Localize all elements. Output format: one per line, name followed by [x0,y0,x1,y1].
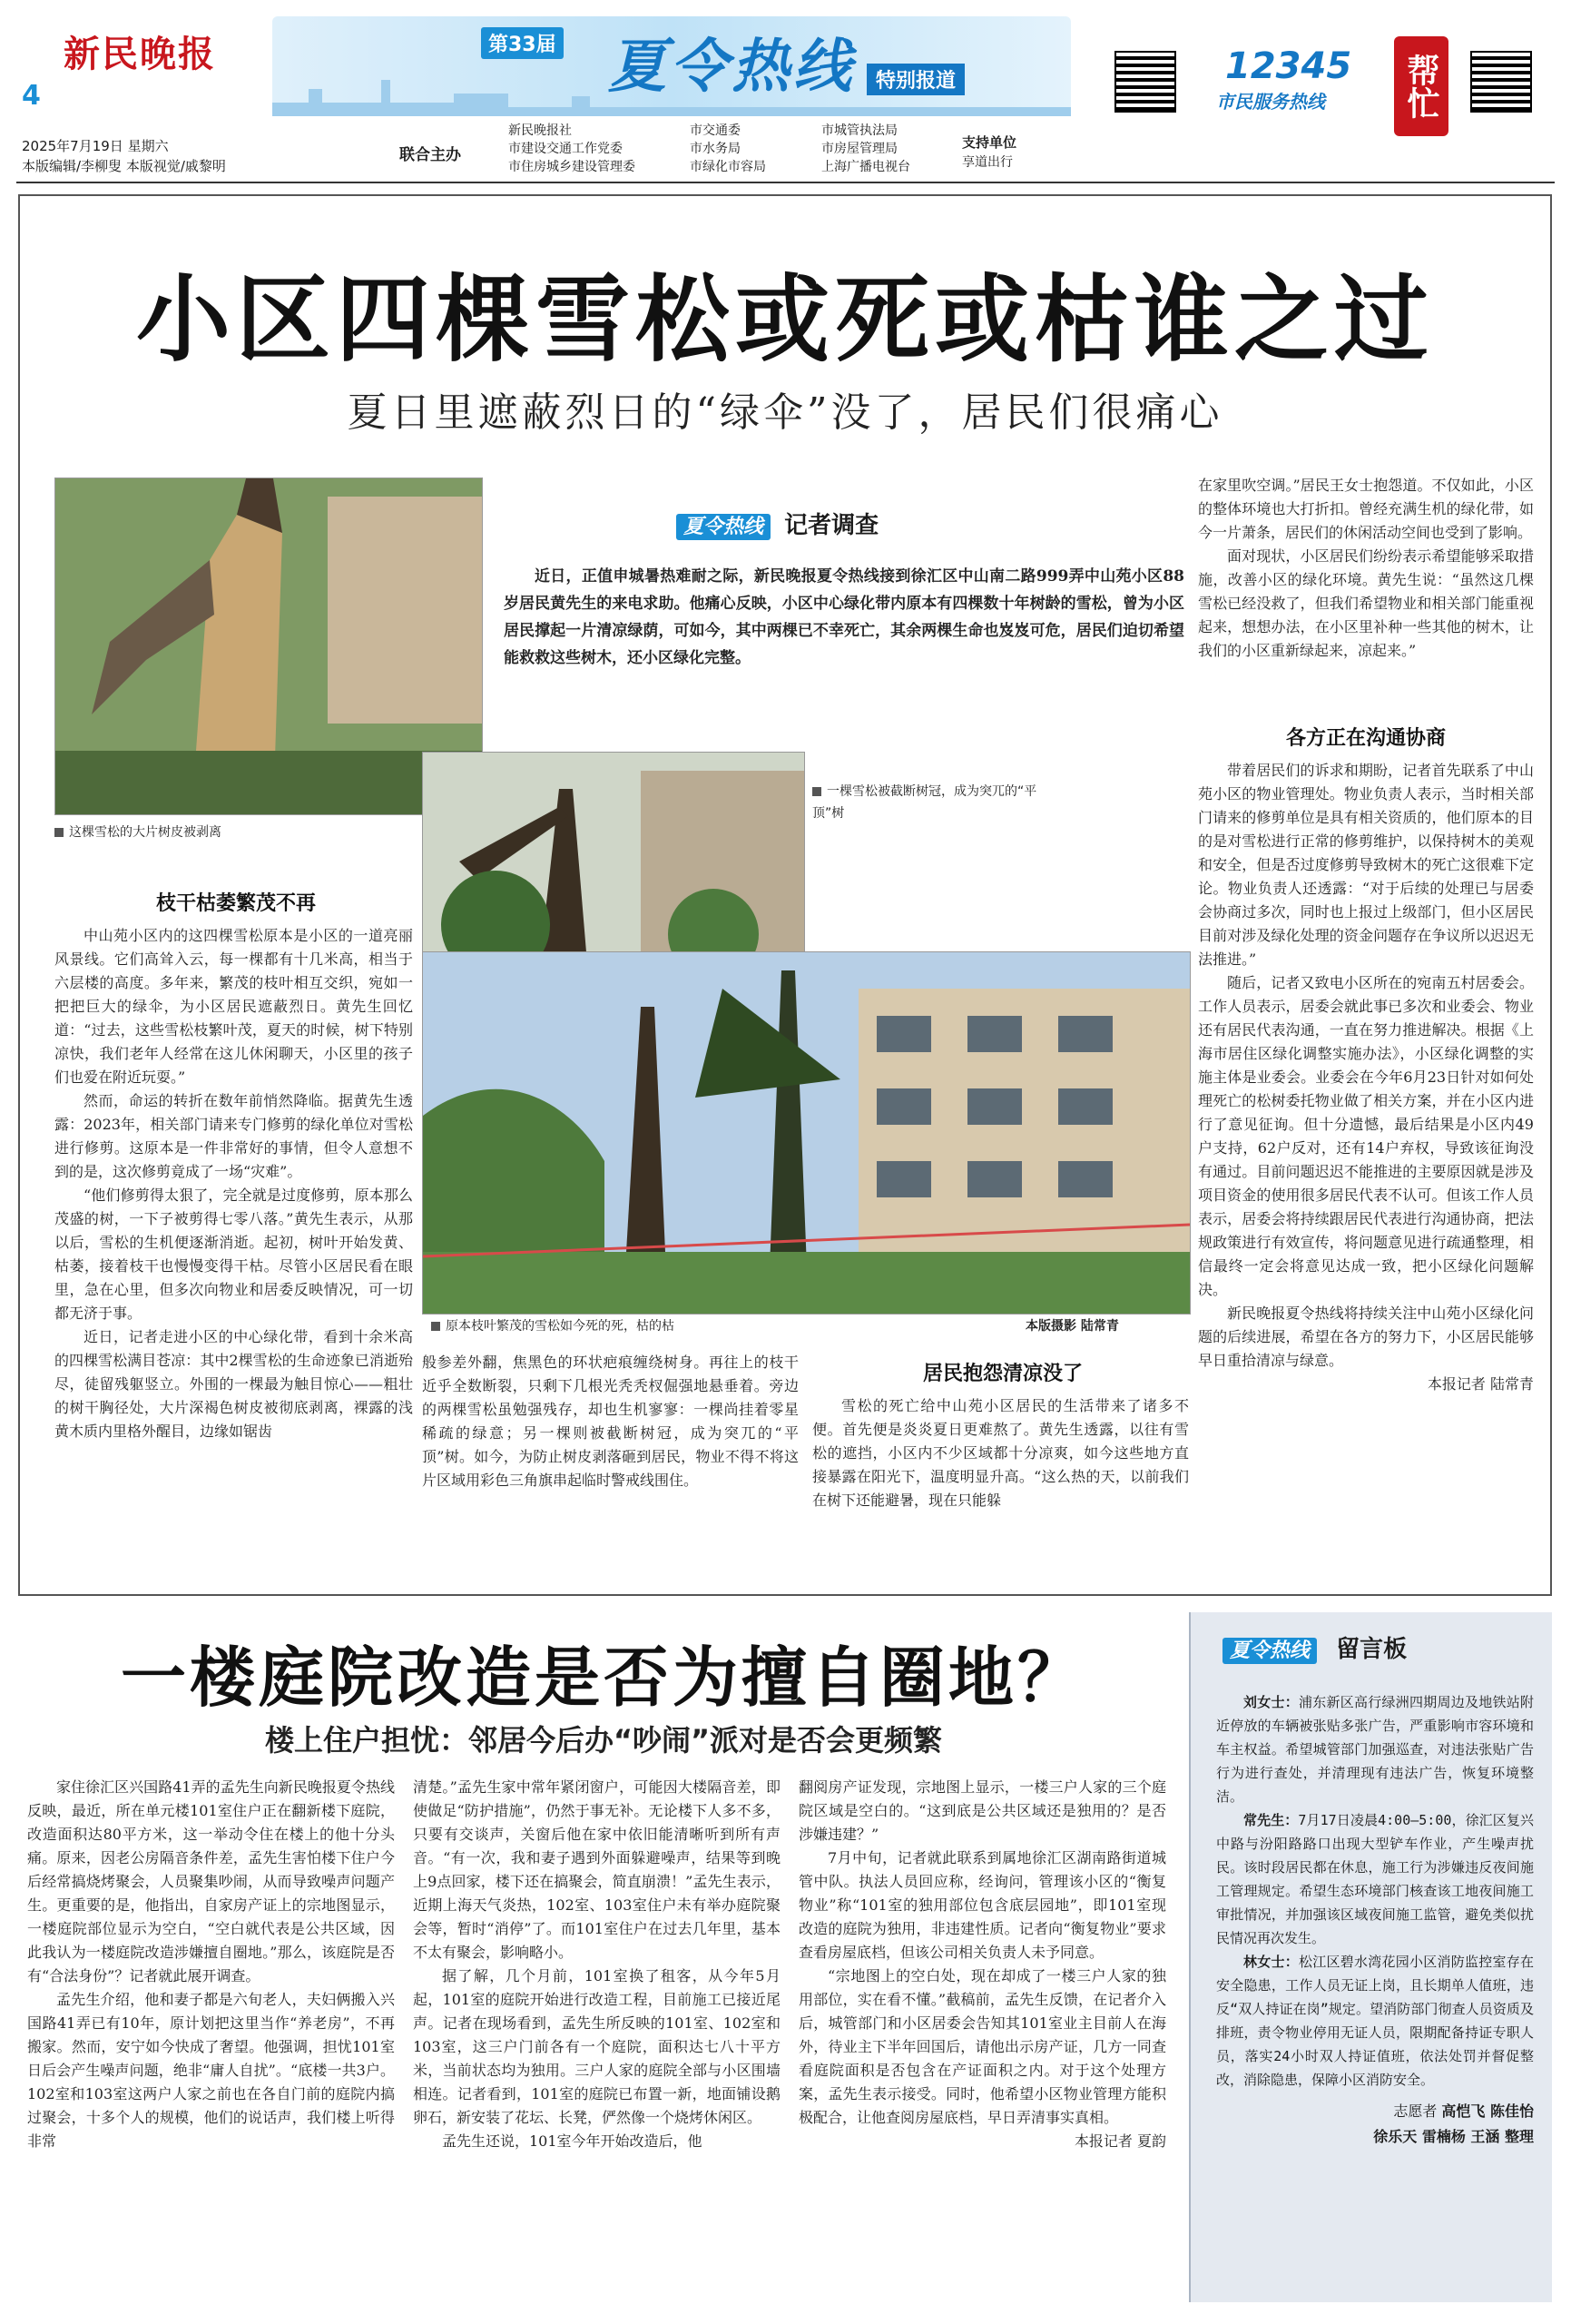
message-author: 刘女士： [1243,1694,1299,1710]
series-banner [272,16,1071,116]
issue-date: 2025年7月19日 星期六 [22,138,169,154]
paragraph: “他们修剪得太狠了，完全就是过度修剪，原本那么茂盛的树，一下子被剪得七零八落。”黄先生表示，从那以后，雪松的生机便逐渐消逝。起初，树叶开始发黄、枯萎，接着枝干也慢慢变得干枯。尽管小区居民看在眼里，急在心里，但多次向物业和居委反映情况，可一切都无济于事。 [54,1187,413,1322]
organizer: 市住房城乡建设管理委 [508,160,635,174]
message-entry [1216,1808,1534,1950]
bang-mang-seal: 帮忙 [1394,36,1448,136]
section3-title: 各方正在沟通协商 [1285,727,1446,750]
message-board-box [1189,1612,1552,2302]
investigation-label: 记者调查 [784,512,879,539]
article1-lead [504,563,1184,672]
article2-column-3 [799,1776,1166,2153]
paragraph: “宗地图上的空白处，现在却成了一楼三户人家的独用部位，实在看不懂。”截稿前，孟先生反馈，在记者介入后，城管部门和小区居委会告知其101室业主目前人在海外，待业主下半年回国后，请他出示房产证，几方一同查看庭院面积是否包含在产证面积之内。对于这个处理方案，孟先生表示接受。同时，他希望小区物业管理方能积极配合，让他查阅房屋底档，早日弄清事实真相。 [799,1967,1166,2126]
hotline-block [1207,45,1389,118]
message-board-entries [1216,1690,1534,2150]
message-text: 7月17日凌晨4:00—5:00，徐汇区复兴中路与汾阳路路口出现大型铲车作业，产生噪声扰民。该时段居民都在休息，施工行为涉嫌违反夜间施工管理规定。希望生态环境部门核查该工地夜间施工审批情况，并加强该区域夜间施工监管，避免类似扰民情况再次发生。 [1216,1812,1534,1946]
photo-flat-top-tree [422,752,805,953]
paragraph: 然而，命运的转折在数年前悄然降临。据黄先生透露：2023年，相关部门请来专门修剪的绿化单位对雪松进行修剪。这原本是一件非常好的事情，但令人意想不到的是，这次修剪竟成了一场“灾难”。 [54,1092,413,1180]
paragraph: 新民晚报夏令热线将持续关注中山苑小区绿化问题的后续进展，希望在各方的努力下，小区居民能够早日重拾清凉与绿意。 [1198,1305,1534,1369]
xialing-badge: 夏令热线 [1222,1638,1317,1664]
qr-code-right [1470,51,1532,113]
paper-name: 新民晚报 [64,33,216,75]
message-board-header [1222,1630,1407,1664]
xialing-badge: 夏令热线 [676,514,771,540]
organizer-label: 联合主办 [399,146,461,164]
article1-right-column-top [1198,474,1534,663]
article2-column-2 [413,1776,781,2153]
article2-subheadline: 楼上住户担忧：邻居今后办“吵闹”派对是否会更频繁 [264,1723,943,1758]
organizer: 上海广播电视台 [821,160,910,174]
paragraph: 7月中旬，记者就此联系到属地徐汇区湖南路街道城管中队。执法人员回应称，经询问，管理该小区的“衡复物业”称“101室的独用部位包含底层园地”，即101室现改造的庭院为独用，非违建性质。记者向“衡复物业”要求查看房屋底档，但该公司相关负责人未予同意。 [799,1849,1166,1961]
article1-byline: 本报记者 陆常青 [1427,1375,1534,1393]
photo-stripped-bark [54,478,483,815]
paragraph: 随后，记者又致电小区所在的宛南五村居委会。工作人员表示，居委会就此事已多次和业委会、物业还有居民代表沟通，一直在努力推进解决。根据《上海市居住区绿化调整实施办法》，小区绿化调整的实施主体是业委会。业委会在今年6月23日针对如何处理死亡的松树委托物业做了相关方案，并在小区内进行了意见征询。但十分遗憾，最后结果是小区内49户支持，62户反对，还有14户弃权，导致该征询没有通过。目前问题迟迟不能推进的主要原因就是涉及项目资金的使用很多居民代表不认可。但该工作人员表示，居委会将持续跟居民代表进行沟通协商，把法规政策进行有效宣传，将问题意见进行疏通整理，相信最终一定会将意见达成一致，把小区绿化问题解决。 [1198,974,1534,1298]
article1-right-column [1198,759,1534,1396]
paragraph: 般参差外翻，焦黑色的环状疤痕缠绕树身。再往上的枝干近乎全数断裂，只剩下几根光秃秃杈倔强地悬垂着。旁边的两棵雪松虽勉强残存，却也生机寥寥：一棵尚挂着零星稀疏的绿意；另一棵则被截断树冠，成为突兀的“平顶”树。如今，为防止树皮剥落砸到居民，物业不得不将这片区域用彩色三角旗串起临时警戒线围住。 [422,1354,799,1489]
paragraph: 孟先生还说，101室今年开始改造后，他 [442,2132,702,2150]
photo3-caption-row [431,1316,674,1334]
paragraph: 家住徐汇区兴国路41弄的孟先生向新民晚报夏令热线反映，最近，所在单元楼101室住户正在翻新楼下庭院，改造面积达80平方米，这一举动令住在楼上的他十分头痛。原来，因老公房隔音条件差，孟先生害怕楼下住户今后经常搞烧烤聚会，人员聚集吵闹，从而导致噪声问题产生。更重要的是，他指出，自家房产证上的宗地图显示，一楼庭院部位显示为空白，“空白就代表是公共区域，因此我认为一楼庭院改造涉嫌擅自圈地。”那么，该庭院是否有“合法身份”？记者就此展开调查。 [27,1778,395,1984]
organizer: 新民晚报社 [508,123,572,138]
hotline-number: 12345 [1225,45,1352,87]
page-number: 4 [22,80,41,112]
article2-headline: 一楼庭院改造是否为擅自圈地？ [120,1639,1086,1716]
qr-code-left [1114,51,1176,113]
organizer: 市房屋管理局 [821,142,898,156]
organizers-col2 [690,122,766,176]
article1-left-column [54,924,413,1443]
section1-title: 枝干枯萎繁茂不再 [155,892,316,915]
paragraph: 带着居民们的诉求和期盼，记者首先联系了中山苑小区的物业管理处。物业负责人表示，当时相关部门请来的修剪单位是具有相关资质的，他们原本的目的是对雪松进行正常的修剪维护，以保持树木的美观和安全，但是否过度修剪导致树木的死亡这很难下定论。物业负责人还透露：“对于后续的处理已与居委会协商过多次，同时也上报过上级部门，但小区居民目前对涉及绿化处理的资金问题存在争议所以迟迟无法推进。” [1198,762,1534,968]
article1-middle-column [422,1351,799,1492]
paragraph: 中山苑小区内的这四棵雪松原本是小区的一道亮丽风景线。它们高耸入云，每一棵都有十几米高，相当于六层楼的高度。多年来，繁茂的枝叶相互交织，宛如一把把巨大的绿伞，为小区居民遮蔽烈日。黄先生回忆道：“过去，这些雪松枝繁叶茂，夏天的时候，树下特别凉快，我们老年人经常在这儿休闲聊天，小区里的孩子们也爱在附近玩耍。” [54,927,413,1086]
special-report-label: 特别报道 [867,64,965,95]
organizers-col1 [508,122,635,176]
section2-title: 居民抱怨清凉没了 [922,1363,1083,1385]
support-unit: 享道出行 [962,155,1013,170]
support-label: 支持单位 [962,134,1017,151]
volunteers-names-2: 徐乐天 雷楠杨 王涵 整理 [1373,2128,1534,2145]
edition-badge: 第33届 [481,27,564,59]
header-divider [16,182,1555,183]
photo-credit: 本版摄影 陆常青 [1026,1319,1119,1334]
photo3-caption: 原本枝叶繁茂的雪松如今死的死，枯的枯 [446,1319,674,1334]
photo2-caption-row [812,781,1039,824]
article2-column-1 [27,1776,395,2153]
message-author: 常先生： [1243,1812,1299,1828]
organizer: 市建设交通工作党委 [508,142,623,156]
photo1-caption: 这棵雪松的大片树皮被剥离 [69,825,221,840]
message-board-title: 留言板 [1336,1636,1408,1663]
article1-headline: 小区四棵雪松或死或枯谁之过 [135,264,1434,375]
paragraph: 近日，记者走进小区的中心绿化带，看到十余米高的四棵雪松满目苍凉：其中2棵雪松的生命迹象已消逝殆尽，徒留残躯竖立。外围的一棵最为触目惊心——粗壮的树干胸径处，大片深褐色树皮被彻底剥离，裸露的浅黄木质内里格外醒目，边缘如锯齿 [54,1328,413,1440]
volunteers-names-1: 高恺飞 陈佳怡 [1441,2102,1534,2120]
volunteers-label: 志愿者 [1393,2102,1438,2120]
message-entry [1216,1690,1534,1808]
message-text: 浦东新区高行绿洲四期周边及地铁站附近停放的车辆被张贴多张广告，严重影响市容环境和车主权益。希望城管部门加强巡查，对违法张贴广告行为进行查处，并清理现有违法广告，恢复环境整洁。 [1216,1694,1534,1805]
reporter-investigation-tag [676,507,879,540]
paragraph: 据了解，几个月前，101室换了租客，从今年5月起，101室的庭院开始进行改造工程，目前施工已接近尾声。记者在现场看到，孟先生所反映的101室、102室和103室，这三户门前各有一个庭院，面积达七八十平方米，当前状态均为独用。三户人家的庭院全部与小区围墙相连。记者看到，101室的庭院已布置一新，地面铺设鹅卵石，新安装了花坛、长凳，俨然像一个烧烤休闲区。 [413,1967,781,2126]
organizer: 市交通委 [690,123,741,138]
article2-byline: 本报记者 夏韵 [1074,2132,1166,2150]
caption-marker-icon [54,828,64,837]
hotline-label: 市民服务热线 [1216,91,1325,113]
volunteers-credit [1216,2099,1534,2150]
organizers-col3 [821,122,910,176]
caption-marker-icon [431,1322,440,1331]
photo1-caption-row [54,822,221,841]
organizer: 市绿化市容局 [690,160,766,174]
photo2-caption: 一棵雪松被截断树冠，成为突兀的“平顶”树 [812,784,1037,821]
series-title: 夏令热线 [608,34,855,101]
page-editors: 本版编辑/李柳叟 本版视觉/戚黎明 [22,158,226,174]
article1-subheadline: 夏日里遮蔽烈日的“绿伞”没了，居民们很痛心 [347,389,1223,436]
organizer: 市城管执法局 [821,123,898,138]
paragraph: 清楚。”孟先生家中常年紧闭窗户，可能因大楼隔音差，即使做足“防护措施”，仍然于事无补。无论楼下人多不多，只要有交谈声，关窗后他在家中依旧能清晰听到所有声音。“有一次，我和妻子遇到外面躲避噪声，结果等到晚上9点回家，楼下还在搞聚会，简直崩溃！”孟先生表示，近期上海天气炎热，102室、103室住户未有举办庭院聚会等，暂时“消停”了。而101室住户在过去几年里，基本不太有聚会，影响略小。 [413,1778,781,1961]
paragraph: 翻阅房产证发现，宗地图上显示，一楼三户人家的三个庭院区域是空白的。“这到底是公共区域还是独用的？是否涉嫌违建？” [799,1778,1166,1843]
caption-marker-icon [812,787,821,796]
paragraph: 孟先生介绍，他和妻子都是六旬老人，夫妇俩搬入兴国路41弄已有10年，原计划把这里当作“养老房”，不再搬家。然而，安宁如今快成了奢望。他强调，担忧101室日后会产生噪声问题，绝非“庸人自扰”。“底楼一共3户。102室和103室这两户人家之前也在各自门前的庭院内搞过聚会，十多个人的规模，他们的说话声，我们楼上听得非常 [27,1991,395,2150]
lead-paragraph: 近日，正值申城暑热难耐之际，新民晚报夏令热线接到徐汇区中山南二路999弄中山苑小区88岁居民黄先生的来电求助。他痛心反映，小区中心绿化带内原本有四棵数十年树龄的雪松，曾为小区居民撑起一片清凉绿荫，可如今，其中两棵已不幸死亡，其余两棵生命也岌岌可危，居民们迫切希望能救救这些树木，还小区绿化完整。 [504,567,1184,667]
article1-section2-column [812,1394,1189,1512]
message-entry [1216,1950,1534,2092]
paragraph: 在家里吹空调。”居民王女士抱怨道。不仅如此，小区的整体环境也大打折扣。曾经充满生机的绿化带，如今一片萧条，居民们的休闲活动空间也受到了影响。 [1198,477,1534,541]
message-author: 林女士： [1243,1954,1299,1970]
photo-dead-and-withered-trees [422,951,1191,1315]
masthead [0,0,1571,182]
paragraph: 面对现状，小区居民们纷纷表示希望能够采取措施，改善小区的绿化环境。黄先生说：“虽然这几棵雪松已经没救了，但我们希望物业和相关部门能重视起来，想想办法，在小区里补种一些其他的树木，让我们的小区重新绿起来，凉起来。” [1198,547,1534,659]
organizer: 市水务局 [690,142,741,156]
paragraph: 雪松的死亡给中山苑小区居民的生活带来了诸多不便。首先便是炎炎夏日更难熬了。黄先生透露，以往有雪松的遮挡，小区内不少区域都十分凉爽，如今这些地方直接暴露在阳光下，温度明显升高。“这么热的天，以前我们在树下还能避暑，现在只能躲 [812,1397,1189,1509]
message-text: 松江区碧水湾花园小区消防监控室存在安全隐患，工作人员无证上岗，且长期单人值班，违反“双人持证在岗”规定。望消防部门彻查人员资质及排班，责令物业停用无证人员，限期配备持证专职人员，落实24小时双人持证值班，依法处罚并督促整改，消除隐患，保障小区消防安全。 [1216,1954,1534,2088]
